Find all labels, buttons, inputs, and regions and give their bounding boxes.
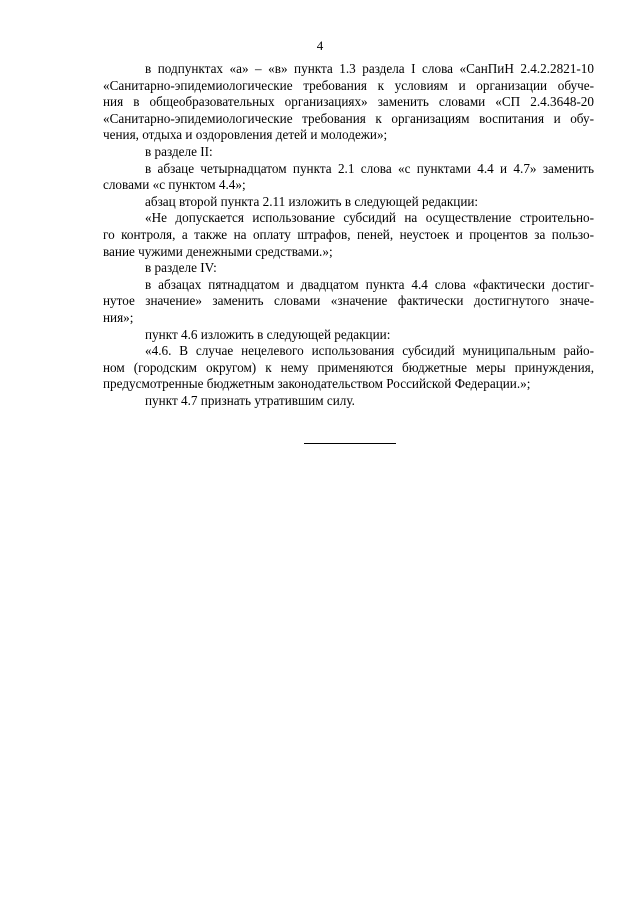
text-line: «Санитарно-эпидемиологические требования к организациям воспитания и обу- xyxy=(103,110,594,126)
text-line: пункт 4.6 изложить в следующей редакции: xyxy=(145,326,391,342)
text-line: нутое значение» заменить словами «значение фактически достигнутого значе- xyxy=(103,293,594,309)
text-line: «Санитарно-эпидемиологические требования к условиям и организации обуче- xyxy=(103,77,594,93)
text-line: ния в общеобразовательных организациях» заменить словами «СП 2.4.3648-20 xyxy=(103,94,594,110)
text-line: в разделе IV: xyxy=(145,260,217,276)
text-line: в абзацах пятнадцатом и двадцатом пункта 4.4 слова «фактически достиг- xyxy=(145,276,594,292)
text-line: предусмотренные бюджетным законодательством Российской Федерации.»; xyxy=(103,376,531,392)
document-body xyxy=(103,61,594,409)
text-line: в абзаце четырнадцатом пункта 2.1 слова «с пунктами 4.4 и 4.7» заменить xyxy=(145,160,594,176)
text-line: вание чужими денежными средствами.»; xyxy=(103,243,333,259)
text-line: ния»; xyxy=(103,309,134,325)
text-line: абзац второй пункта 2.11 изложить в следующей редакции: xyxy=(145,193,479,209)
text-line: го контроля, а также на оплату штрафов, пеней, неустоек и процентов за пользо- xyxy=(103,226,594,242)
text-line: словами «с пунктом 4.4»; xyxy=(103,177,246,193)
text-line: чения, отдыха и оздоровления детей и молодежи»; xyxy=(103,127,388,143)
text-line: «Не допускается использование субсидий на осуществление строительно- xyxy=(145,210,594,226)
text-line: ном (городским округом) к нему применяются бюджетные меры принуждения, xyxy=(103,359,594,375)
text-line: пункт 4.7 признать утратившим силу. xyxy=(145,392,355,408)
text-line: в подпунктах «а» – «в» пункта 1.3 раздела I слова «СанПиН 2.4.2.2821-10 xyxy=(145,61,594,76)
text-line: в разделе II: xyxy=(145,143,213,159)
text-line: «4.6. В случае нецелевого использования субсидий муниципальным райо- xyxy=(145,343,594,359)
end-separator-line xyxy=(304,443,396,444)
page-number: 4 xyxy=(316,38,324,53)
